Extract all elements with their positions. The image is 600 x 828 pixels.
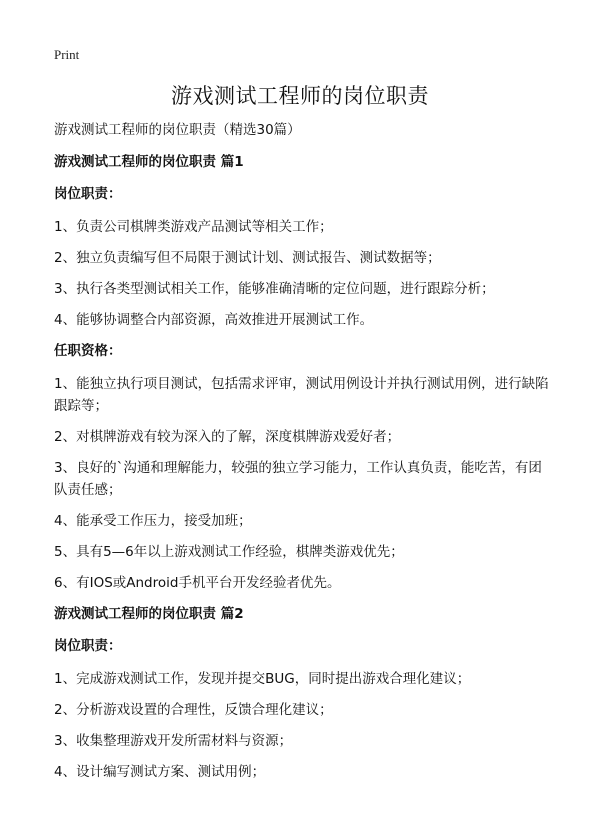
requirement-item: 3、良好的`沟通和理解能力，较强的独立学习能力，工作认真负责，能吃苦，有团队责任感； bbox=[54, 460, 542, 498]
duty-item: 1、完成游戏测试工作，发现并提交BUG，同时提出游戏合理化建议； bbox=[54, 671, 471, 687]
duty-item: 4、设计编写测试方案、测试用例； bbox=[54, 764, 266, 780]
duty-item: 3、执行各类型测试相关工作，能够准确清晰的定位问题，进行跟踪分析； bbox=[54, 281, 495, 297]
print-label: Print bbox=[54, 47, 80, 62]
document-title: 游戏测试工程师的岗位职责 bbox=[171, 84, 429, 108]
document-body bbox=[54, 119, 554, 792]
requirement-item: 1、能独立执行项目测试，包括需求评审，测试用例设计并执行测试用例，进行缺陷跟踪等； bbox=[54, 376, 549, 414]
duty-item: 2、独立负责编写但不局限于测试计划、测试报告、测试数据等； bbox=[54, 250, 441, 266]
duty-item: 4、能够协调整合内部资源，高效推进开展测试工作。 bbox=[54, 312, 374, 328]
requirement-item: 4、能承受工作压力，接受加班； bbox=[54, 513, 252, 529]
requirement-item: 5、具有5—6年以上游戏测试工作经验，棋牌类游戏优先； bbox=[54, 544, 404, 560]
duty-item: 3、收集整理游戏开发所需材料与资源； bbox=[54, 733, 293, 749]
document-subtitle: 游戏测试工程师的岗位职责（精选30篇） bbox=[54, 122, 301, 138]
duties-label: 岗位职责： bbox=[54, 186, 122, 202]
duties-label: 岗位职责： bbox=[54, 638, 122, 654]
section-heading: 游戏测试工程师的岗位职责 篇1 bbox=[54, 154, 244, 170]
duty-item: 2、分析游戏设置的合理性，反馈合理化建议； bbox=[54, 702, 333, 718]
duty-item: 1、负责公司棋牌类游戏产品测试等相关工作； bbox=[54, 219, 333, 235]
requirements-label: 任职资格： bbox=[54, 343, 122, 359]
requirement-item: 2、对棋牌游戏有较为深入的了解，深度棋牌游戏爱好者； bbox=[54, 429, 401, 445]
requirement-item: 6、有IOS或Android手机平台开发经验者优先。 bbox=[54, 575, 341, 591]
section-heading: 游戏测试工程师的岗位职责 篇2 bbox=[54, 606, 244, 622]
